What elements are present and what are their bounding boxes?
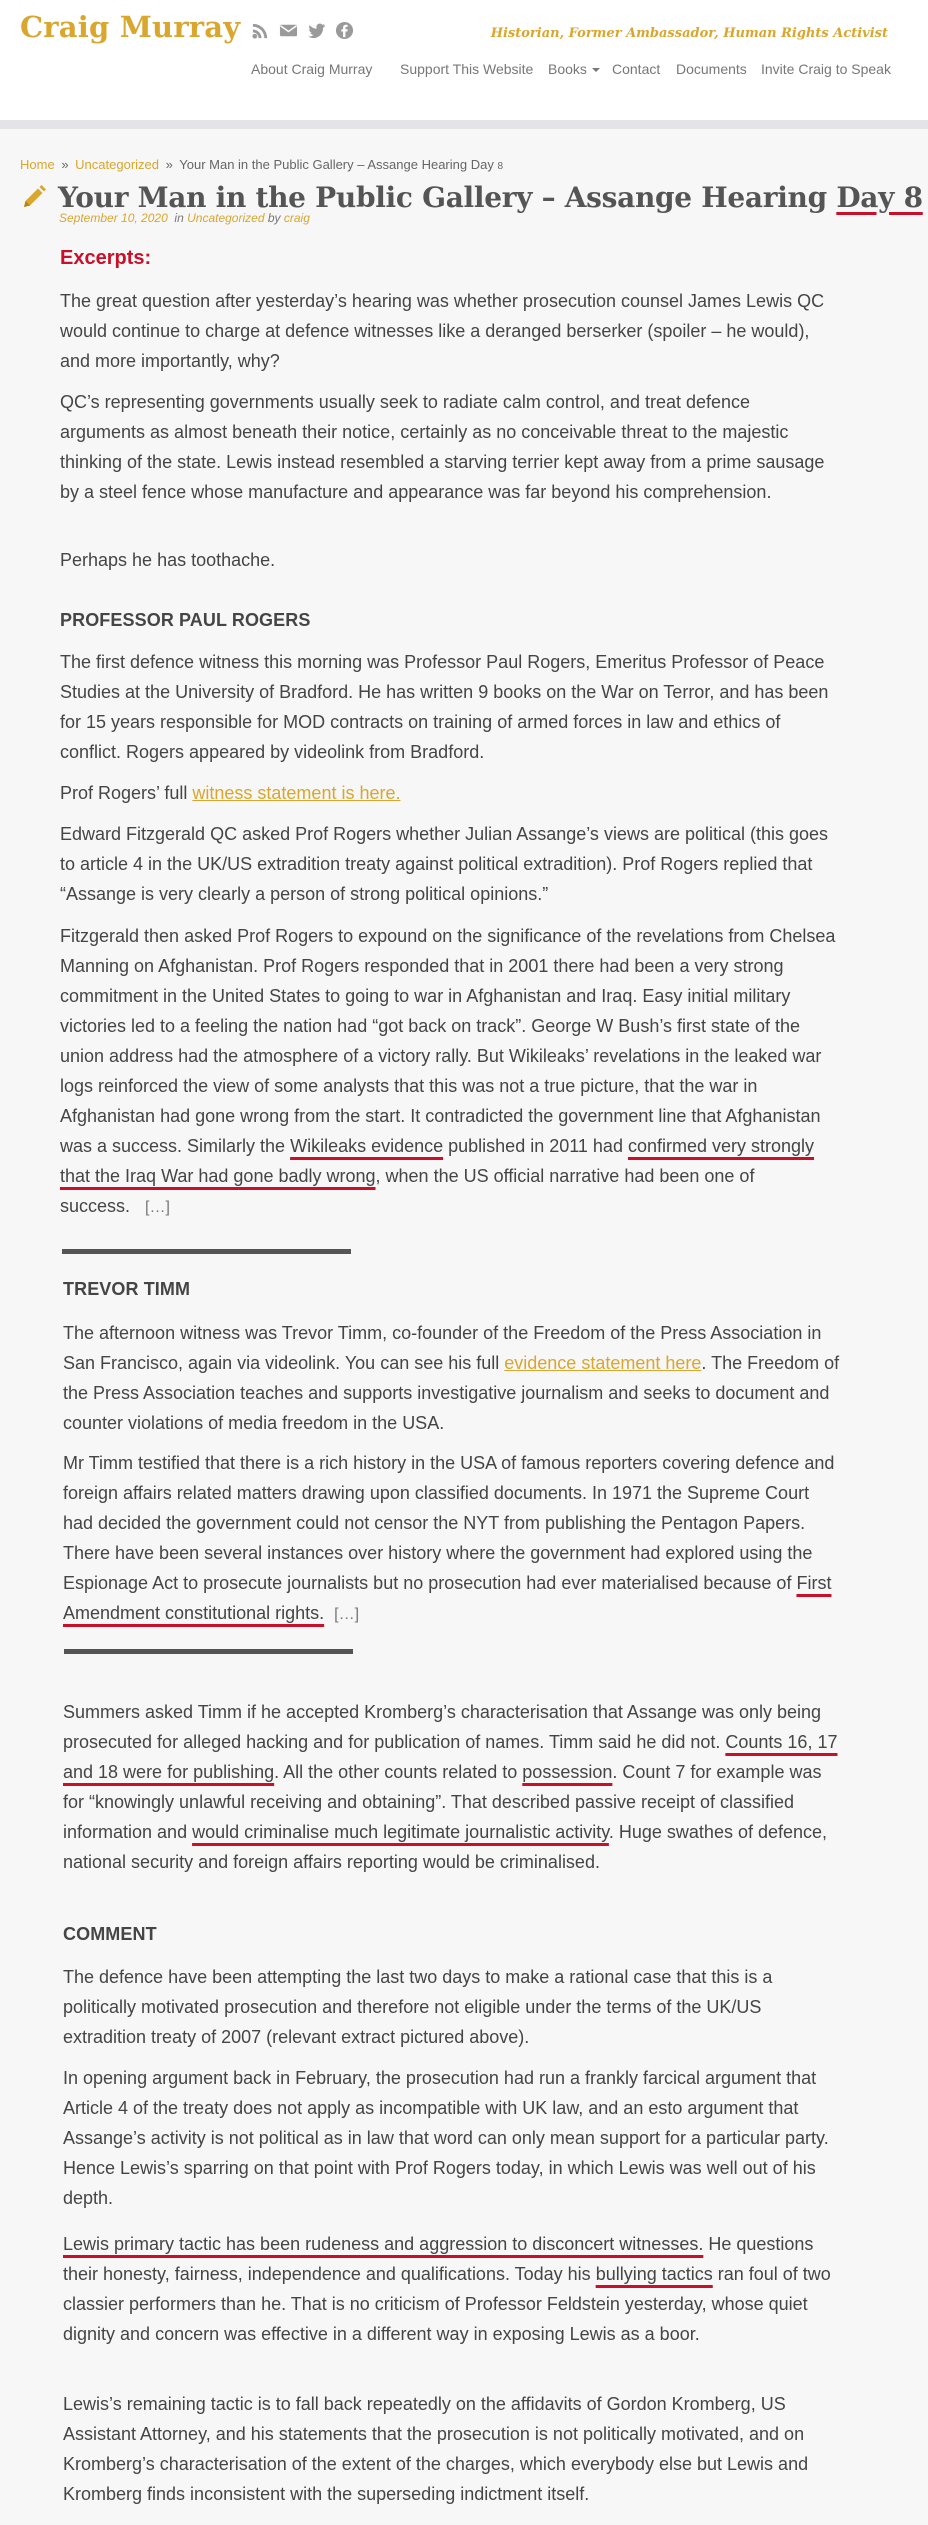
breadcrumb-home[interactable]: Home — [20, 157, 55, 172]
post-meta — [59, 211, 310, 225]
divider-bar — [62, 1249, 351, 1254]
witness-statement-link[interactable]: witness statement is here. — [192, 783, 401, 803]
post-author[interactable]: craig — [283, 211, 310, 225]
social-icons — [251, 20, 354, 40]
pencil-icon — [20, 183, 48, 211]
nav-books-label: Books — [548, 61, 587, 77]
excerpts-heading — [60, 245, 840, 270]
nav-support[interactable]: Support This Website — [400, 61, 534, 77]
paragraph — [60, 778, 840, 808]
highlight-underline: would criminalise much legitimate journalistic activity — [192, 1822, 609, 1842]
nav-books[interactable] — [548, 61, 600, 77]
highlight-underline: possession — [522, 1762, 613, 1782]
paragraph — [60, 286, 840, 376]
section-heading — [63, 1279, 843, 1300]
highlight-underline: Lewis primary tactic has been rudeness and aggression to disconcert witnesses. — [63, 2234, 704, 2254]
section-heading — [63, 1924, 843, 1945]
paragraph-text: . All the other counts related to — [274, 1762, 523, 1782]
breadcrumb-separator: » — [165, 157, 173, 172]
paragraph-text: He questions their honesty, fairness, independence and qualifications. Today his — [63, 2234, 814, 2284]
heading-rogers: PROFESSOR PAUL ROGERS — [60, 610, 311, 630]
post-meta-in: in — [174, 211, 184, 225]
more-ellipsis: […] — [334, 1606, 360, 1623]
site-header — [0, 0, 928, 120]
envelope-icon[interactable] — [279, 21, 298, 40]
nav-about[interactable]: About Craig Murray — [251, 61, 373, 77]
paragraph-text: Summers asked Timm if he accepted Kromberg’s characterisation that Assange was only being prosecuted for alleged hacking and for publication of names. Timm said he did not. — [63, 1702, 822, 1752]
paragraph — [63, 1448, 843, 1630]
paragraph — [63, 1697, 843, 1877]
nav-documents[interactable]: Documents — [676, 61, 747, 77]
paragraph-text: The first defence witness this morning was Professor Paul Rogers, Emeritus Professor of Peace Studies at the University of Bradford. He has written 9 books on the War on Terror, and has been for 15 years responsible for MOD contracts on training of armed forces in law and ethics of conflict. Rogers appeared by videolink from Bradford. — [60, 652, 829, 762]
excerpts-label: Excerpts: — [60, 247, 152, 269]
paragraph-text: In opening argument back in February, the prosecution had run a frankly farcical argument that Article 4 of the treaty does not apply as incompatible with UK law, and an esto argument that Assange’s activity is not political as in law that word can only mean support for a particular party. Hence Lewis’s sparring on that point with Prof Rogers today, in which Lewis was well out of his depth. — [63, 2068, 829, 2208]
evidence-statement-link[interactable]: evidence statement here — [504, 1353, 702, 1373]
paragraph-text: , when the US official narrative had been one of success. — [60, 1166, 755, 1216]
chevron-down-icon — [592, 68, 600, 72]
paragraph-text: . Huge swathes of defence, national security and foreign affairs reporting would be criminalised. — [63, 1822, 828, 1872]
paragraph — [63, 2229, 843, 2349]
section-heading — [60, 610, 840, 631]
breadcrumb-separator: » — [61, 157, 69, 172]
paragraph-text: ran foul of two classier performers than he. That is no criticism of Professor Feldstein yesterday, whose quiet dignity and concern was effective in a different way in exposing Lewis as a boor. — [63, 2264, 831, 2344]
paragraph-text: The great question after yesterday’s hearing was whether prosecution counsel James Lewis QC would continue to charge at defence witnesses like a deranged berserker (spoiler – he would), and more importantly, why? — [60, 291, 825, 371]
paragraph — [60, 921, 840, 1223]
paragraph — [60, 545, 840, 575]
paragraph-text: The afternoon witness was Trevor Timm, co-founder of the Freedom of the Press Association in San Francisco, again via videolink. You can see his full — [63, 1323, 822, 1373]
paragraph — [63, 1318, 843, 1438]
paragraph-text: The defence have been attempting the last two days to make a rational case that this is a politically motivated prosecution and therefore not eligible under the terms of the UK/US extradition treaty of 2007 (relevant extract pictured above). — [63, 1967, 773, 2047]
paragraph-text: . Count 7 for example was for “knowingly unlawful receiving and obtaining”. That described passive receipt of classified information and — [63, 1762, 822, 1842]
heading-comment: COMMENT — [63, 1924, 157, 1944]
twitter-icon[interactable] — [307, 21, 326, 40]
breadcrumb-current-suffix: 8 — [497, 161, 504, 172]
post-category[interactable]: Uncategorized — [187, 211, 265, 225]
paragraph-text: Mr Timm testified that there is a rich history in the USA of famous reporters covering defence and foreign affairs related matters drawing upon classified documents. In 1971 the Supreme Court had decided the government could not censor the NYT from publishing the Pentagon Papers. There have been several instances over history where the government had explored using the Espionage Act to prosecute journalists but no prosecution had ever materialised because of — [63, 1453, 835, 1593]
paragraph — [60, 387, 840, 507]
paragraph — [63, 2389, 843, 2509]
breadcrumb-category[interactable]: Uncategorized — [75, 157, 159, 172]
paragraph-text: published in 2011 had — [443, 1136, 628, 1156]
highlight-underline: Wikileaks evidence — [290, 1136, 444, 1156]
post-title-main: Your Man in the Public Gallery – Assange Hearing — [58, 180, 837, 214]
header-divider — [0, 120, 928, 129]
nav-contact[interactable]: Contact — [612, 61, 661, 77]
facebook-icon[interactable] — [335, 21, 354, 40]
post-title-day: Day 8 — [836, 180, 923, 214]
post-date[interactable]: September 10, 2020 — [59, 211, 168, 225]
post-title — [58, 181, 923, 214]
breadcrumb-current: Your Man in the Public Gallery – Assange Hearing Day — [179, 157, 494, 172]
rss-icon[interactable] — [251, 21, 270, 40]
divider-bar — [64, 1649, 353, 1654]
more-ellipsis: […] — [145, 1199, 170, 1216]
paragraph-text: Edward Fitzgerald QC asked Prof Rogers whether Julian Assange’s views are political (this goes to article 4 in the UK/US extradition treaty against political extradition). Prof Rogers replied that “Assange is very clearly a person of strong political opinions.” — [60, 824, 829, 904]
highlight-underline: bullying tactics — [595, 2264, 713, 2284]
breadcrumb — [20, 157, 503, 172]
nav-invite[interactable]: Invite Craig to Speak — [761, 61, 891, 77]
site-logo[interactable]: Craig Murray — [20, 10, 241, 44]
highlight-underline: First Amendment constitutional rights. — [63, 1573, 832, 1623]
site-tagline: Historian, Former Ambassador, Human Rights Activist — [490, 26, 888, 41]
paragraph-text: Fitzgerald then asked Prof Rogers to expound on the significance of the revelations from Chelsea Manning on Afghanistan. Prof Rogers responded that in 2001 there had been a very strong commitment in the United States to going to war in Afghanistan and Iraq. Easy initial military victories led to a feeling the nation had “got back on track”. George W Bush’s first state of the union address had the atmosphere of a victory rally. But Wikileaks’ revelations in the leaked war logs reinforced the view of some analysts that this was not a true picture, that the war in Afghanistan had gone wrong from the start. It contradicted the government line that Afghanistan was a success. Similarly the — [60, 926, 836, 1156]
highlight-underline: confirmed very strongly that the Iraq War had gone badly wrong — [60, 1136, 815, 1186]
paragraph-text: Prof Rogers’ full — [60, 783, 193, 803]
highlight-underline: Counts 16, 17 and 18 were for publishing — [63, 1732, 838, 1782]
paragraph — [60, 819, 840, 909]
paragraph-text: Lewis’s remaining tactic is to fall back repeatedly on the affidavits of Gordon Kromberg, US Assistant Attorney, and his statements that the prosecution is not politically motivated, and on Kromberg’s characterisation of the extent of the charges, which everybody else but Lewis and Kromberg finds inconsistent with the superseding indictment itself. — [63, 2394, 809, 2504]
heading-timm: TREVOR TIMM — [63, 1279, 191, 1299]
paragraph — [60, 647, 840, 767]
main-nav — [0, 61, 928, 81]
post-meta-by: by — [267, 211, 281, 225]
paragraph-text: Perhaps he has toothache. — [60, 550, 276, 570]
paragraph — [63, 1962, 843, 2052]
paragraph-text: QC’s representing governments usually seek to radiate calm control, and treat defence arguments as almost beneath their notice, certainly as no conceivable threat to the majestic thinking of the state. Lewis instead resembled a starving terrier kept away from a prime sausage by a steel fence whose manufacture and appearance was far beyond his comprehension. — [60, 392, 825, 502]
paragraph-text: . The Freedom of the Press Association teaches and supports investigative journalism and seeks to document and counter violations of media freedom in the USA. — [63, 1353, 840, 1433]
paragraph — [63, 2063, 843, 2213]
